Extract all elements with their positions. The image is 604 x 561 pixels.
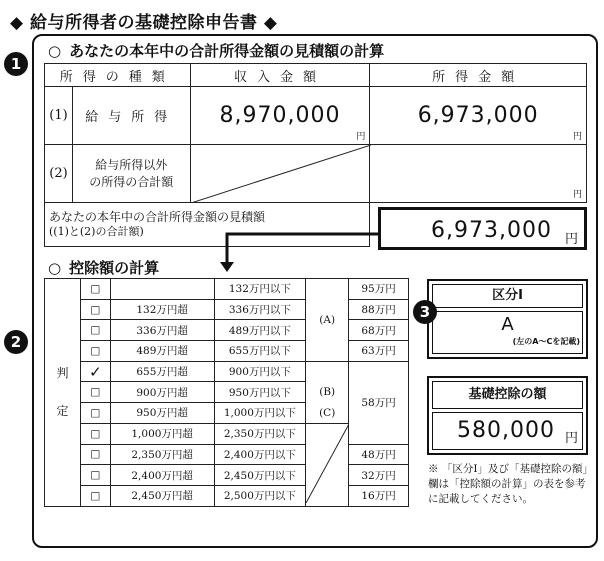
hantei-char-2: 定 <box>56 404 69 419</box>
amount-6: 48万円 <box>349 444 409 465</box>
range-to-4: 655万円以下 <box>214 341 306 362</box>
row1-revenue-value: 8,970,000 <box>219 103 341 128</box>
range-to-8: 2,350万円以下 <box>214 423 306 444</box>
amount-8: 16万円 <box>349 485 409 506</box>
range-to-11: 2,500万円以下 <box>214 485 306 506</box>
category-diagonal-cell <box>306 423 349 506</box>
range-from-7: 950万円超 <box>110 403 214 424</box>
amount-7: 32万円 <box>349 465 409 486</box>
row2-diagonal-line <box>191 145 371 203</box>
amount-2: 88万円 <box>349 299 409 320</box>
row2-revenue-cell <box>190 145 370 203</box>
page-title: ◆ 給与所得者の基礎控除申告書 ◆ <box>10 13 278 33</box>
section2-heading-text: 控除額の計算 <box>69 259 160 277</box>
checkbox-1[interactable]: □ <box>80 279 110 300</box>
range-from-1 <box>110 279 214 300</box>
checkbox-7[interactable]: □ <box>80 403 110 424</box>
category-blank-5 <box>306 361 349 382</box>
kubun-value-box[interactable] <box>432 311 583 354</box>
kiso-yen: 円 <box>564 431 578 446</box>
header-income-type: 所得の種類 <box>45 64 191 87</box>
row1-number: (1) <box>45 87 73 145</box>
marker-3: 3 <box>413 300 437 324</box>
marker-1: 1 <box>4 52 28 76</box>
estimate-total-value: 6,973,000 <box>431 218 552 243</box>
checkbox-8[interactable]: □ <box>80 423 110 444</box>
amount-1: 95万円 <box>349 279 409 300</box>
row1-revenue-yen: 円 <box>356 132 366 142</box>
checkbox-6[interactable]: □ <box>80 382 110 403</box>
category-a-cell: (A) <box>306 279 349 362</box>
section1-heading <box>48 40 384 61</box>
checkbox-9[interactable]: □ <box>80 444 110 465</box>
range-to-2: 336万円以下 <box>214 299 306 320</box>
category-diagonal-line <box>306 424 349 503</box>
range-from-9: 2,350万円超 <box>110 444 214 465</box>
hantei-char-1: 判 <box>56 365 69 380</box>
kiso-title: 基礎控除の額 <box>432 381 583 409</box>
kiso-panel <box>427 376 588 455</box>
checkbox-5-checked[interactable]: ✓ <box>80 361 110 382</box>
range-from-4: 489万円超 <box>110 341 214 362</box>
row1-amount-value: 6,973,000 <box>417 103 539 128</box>
kiso-value: 580,000 <box>457 418 555 443</box>
kubun-panel <box>427 279 588 359</box>
estimate-label-line1: あなたの本年中の合計所得金額の見積額 <box>49 209 266 224</box>
range-from-8: 1,000万円超 <box>110 423 214 444</box>
header-income-amount: 所得金額 <box>370 64 587 87</box>
row1-revenue-cell <box>190 87 370 145</box>
row2-number: (2) <box>45 145 73 203</box>
range-to-7: 1,000万円以下 <box>214 403 306 424</box>
kubun-value: A <box>501 314 514 335</box>
range-to-5: 900万円以下 <box>214 361 306 382</box>
range-from-6: 900万円超 <box>110 382 214 403</box>
checkbox-3[interactable]: □ <box>80 320 110 341</box>
kubun-note: (左のA～Cを記載) <box>512 337 580 346</box>
amount-3: 68万円 <box>349 320 409 341</box>
range-to-6: 950万円以下 <box>214 382 306 403</box>
checkbox-11[interactable]: □ <box>80 485 110 506</box>
section2-heading <box>48 257 159 278</box>
row2-amount-cell <box>370 145 587 203</box>
range-from-5: 655万円超 <box>110 361 214 382</box>
range-from-3: 336万円超 <box>110 320 214 341</box>
arrow-connector <box>215 228 385 274</box>
marker-2: 2 <box>4 330 28 354</box>
kiso-value-box[interactable] <box>432 412 583 450</box>
footnote: ※ 「区分Ⅰ」及び「基礎控除の額」欄は「控除額の計算」の表を参考に記載してください。 <box>428 463 588 506</box>
section1-heading-text: あなたの本年中の合計所得金額の見積額の計算 <box>69 42 385 60</box>
header-income-revenue: 収入金額 <box>190 64 370 87</box>
estimate-total-box <box>378 207 587 250</box>
hantei-cell <box>45 279 81 507</box>
range-to-10: 2,450万円以下 <box>214 465 306 486</box>
section2-heading-mark: ○ <box>48 259 62 277</box>
category-b-cell: (B) <box>306 382 349 403</box>
row2-label-line1: 給与所得以外 <box>95 158 168 173</box>
row1-label: 給与所得 <box>72 87 190 145</box>
range-to-1: 132万円以下 <box>214 279 306 300</box>
checkbox-2[interactable]: □ <box>80 299 110 320</box>
checkbox-10[interactable]: □ <box>80 465 110 486</box>
kubun-title: 区分Ⅰ <box>432 284 583 308</box>
row1-amount-cell <box>370 87 587 145</box>
amount-4: 63万円 <box>349 341 409 362</box>
range-from-10: 2,400万円超 <box>110 465 214 486</box>
range-from-2: 132万円超 <box>110 299 214 320</box>
row1-amount-yen: 円 <box>572 132 582 142</box>
deduction-table <box>44 278 409 507</box>
range-to-9: 2,400万円以下 <box>214 444 306 465</box>
range-to-3: 489万円以下 <box>214 320 306 341</box>
amount-5: 58万円 <box>349 361 409 444</box>
checkbox-4[interactable]: □ <box>80 341 110 362</box>
estimate-total-yen: 円 <box>564 232 578 247</box>
row2-label-line2: の所得の合計額 <box>89 174 174 189</box>
estimate-label-line2: ((1)と(2)の合計額) <box>49 225 144 239</box>
row2-amount-yen: 円 <box>572 190 582 200</box>
section1-heading-mark: ○ <box>48 42 62 60</box>
category-c-cell: (C) <box>306 403 349 424</box>
row2-label <box>72 145 190 203</box>
range-from-11: 2,450万円超 <box>110 485 214 506</box>
